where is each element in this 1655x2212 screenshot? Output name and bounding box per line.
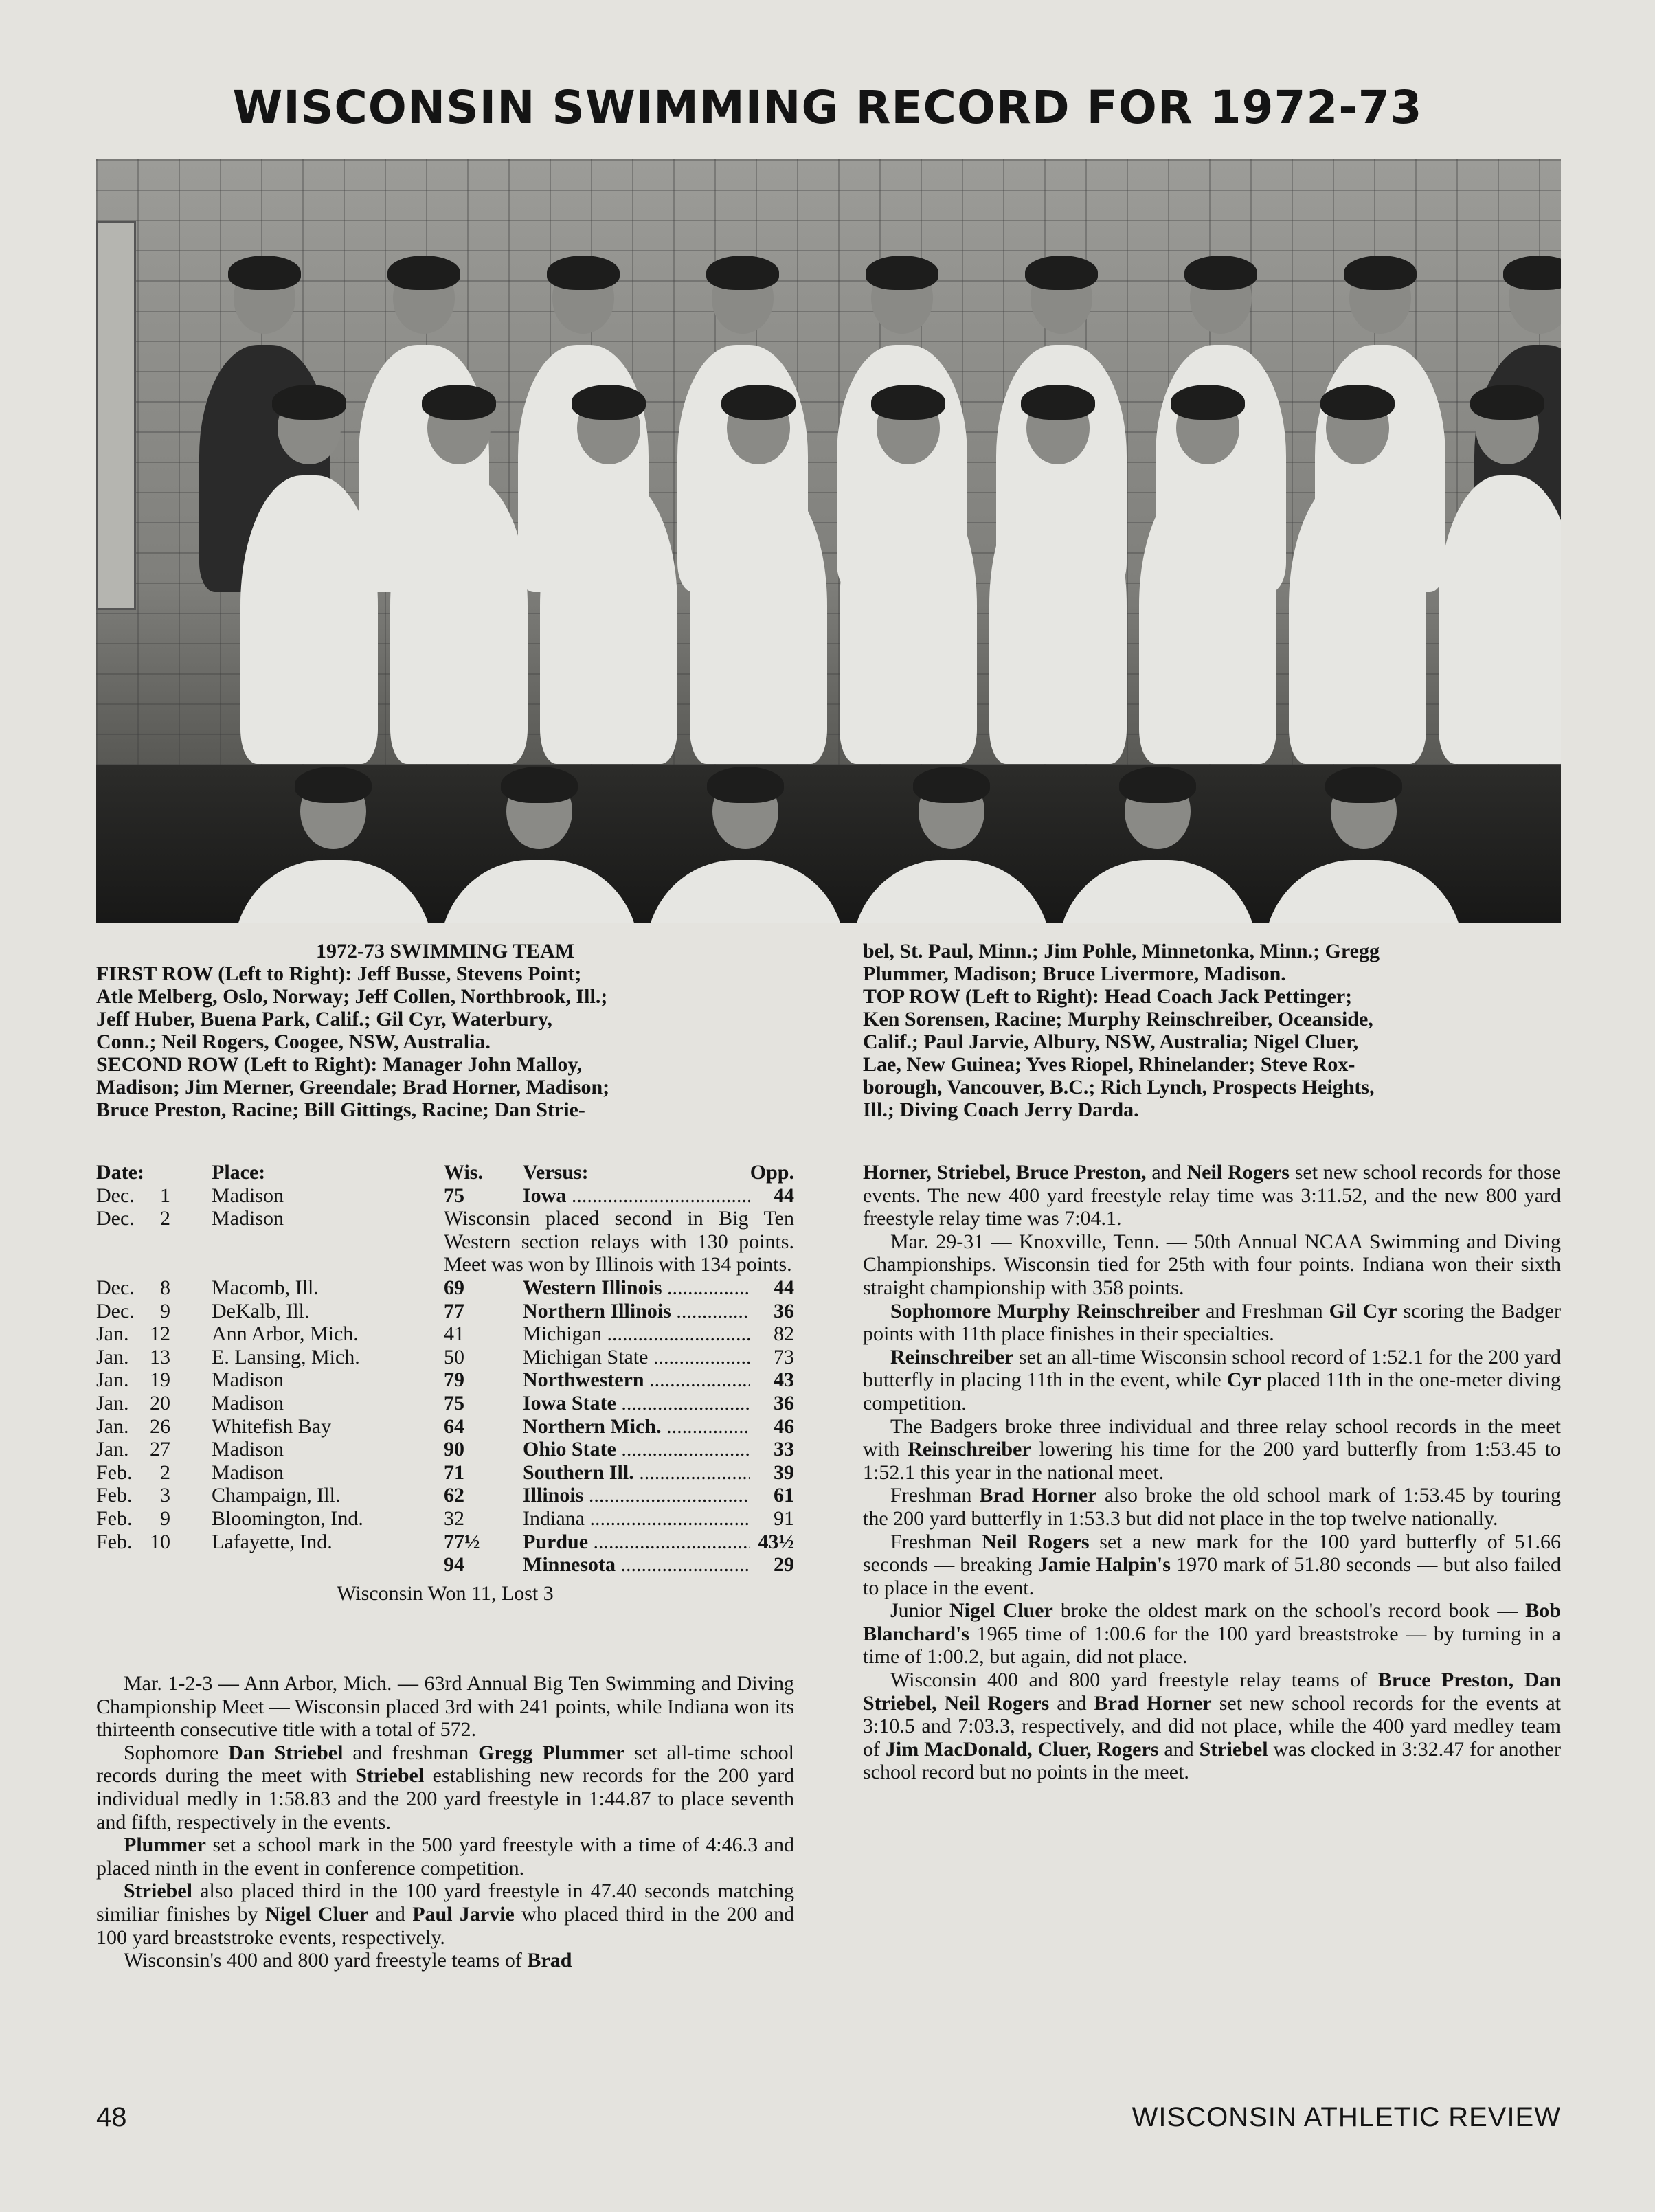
date-day: 27 (150, 1438, 170, 1461)
article-paragraph: Mar. 1-2-3 — Ann Arbor, Mich. — 63rd Annual Big Ten Swimming and Diving Championship Meet — Wisconsin placed 3rd with 241 points, while Indiana won its thirteenth consecutive title with a total of 572. (96, 1672, 794, 1741)
team-member-hair (1320, 385, 1395, 420)
date-day: 1 (160, 1184, 170, 1207)
opponent-score: 44 (774, 1276, 794, 1299)
opponent-name: Purdue ..... (523, 1531, 750, 1554)
opponent-score: 29 (774, 1553, 794, 1577)
schedule-row (96, 1553, 794, 1577)
team-member-figure (690, 475, 827, 764)
wisconsin-score: 50 (444, 1345, 464, 1368)
caption-line: Bruce Preston, Racine; Bill Gittings, Racine; Dan Strie- (96, 1098, 585, 1121)
opponent-name: Ohio State ..... (523, 1438, 750, 1461)
schedule-row (96, 1368, 794, 1392)
team-member-hair (1470, 385, 1544, 420)
article-paragraph: Wisconsin 400 and 800 yard freestyle relay teams of Bruce Preston, Dan Striebel, Neil Rogers and Brad Horner set new school records for the events at 3:10.5 and 7:03.3, respectively, and did not place, while the 400 yard medley team of Jim MacDonald, Cluer, Rogers and Striebel was clocked in 3:32.47 for another school record but no points in the meet. (863, 1669, 1561, 1784)
team-member-hair (913, 767, 990, 803)
opponent-name: Northern Illinois ..... (523, 1300, 750, 1323)
opponent-score: 46 (774, 1414, 794, 1438)
caption-line: Conn.; Neil Rogers, Coogee, NSW, Australia. (96, 1030, 491, 1053)
wisconsin-score: 90 (444, 1438, 464, 1461)
caption-line: Ill.; Diving Coach Jerry Darda. (863, 1098, 1139, 1121)
team-member-hair (547, 256, 620, 290)
opponent-score: 36 (774, 1391, 794, 1414)
date-day: 20 (150, 1391, 170, 1414)
team-member-hair (1119, 767, 1196, 803)
wisconsin-score: 77½ (444, 1530, 480, 1553)
opponent-score: 73 (774, 1345, 794, 1368)
schedule-row (96, 1507, 794, 1531)
opponent-score: 91 (774, 1506, 794, 1530)
meet-place: Bloomington, Ind. (212, 1506, 363, 1530)
team-member-hair (422, 385, 496, 420)
wisconsin-score: 75 (444, 1184, 464, 1207)
opponent-name: Iowa ..... (523, 1184, 750, 1208)
opponent-score: 36 (774, 1299, 794, 1322)
article-paragraph: Horner, Striebel, Bruce Preston, and Neil Rogers set new school records for those events. The new 400 yard freestyle relay time was 3:11.52, and the new 800 yard freestyle relay time was 7:04.1. (863, 1161, 1561, 1230)
team-member-hair (228, 256, 301, 290)
photo-caption-right (863, 940, 1561, 1121)
wisconsin-score: 62 (444, 1484, 464, 1507)
header-wis: Wis. (444, 1161, 483, 1184)
team-member-figure (390, 475, 528, 764)
opponent-score: 43 (774, 1368, 794, 1392)
wisconsin-score: 69 (444, 1276, 464, 1299)
meet-place: E. Lansing, Mich. (212, 1345, 360, 1368)
date-month: Jan. (96, 1414, 129, 1438)
publication-name: WISCONSIN ATHLETIC REVIEW (1132, 2102, 1561, 2132)
article-paragraph: Freshman Neil Rogers set a new mark for the 100 yard butterfly of 51.66 seconds — breaking Jamie Halpin's 1970 mark of 51.80 seconds — but also failed to place in the event. (863, 1530, 1562, 1599)
article-paragraph: The Badgers broke three individual and three relay school records in the meet with Reinschreiber lowering his time for the 200 yard butterfly from 1:53.45 to 1:52.1 this year in the national meet. (863, 1414, 1561, 1484)
team-member-hair (706, 256, 779, 290)
header-versus: Versus: (523, 1161, 589, 1184)
team-member-figure (240, 475, 378, 764)
opponent-name: Indiana ..... (523, 1507, 750, 1531)
schedule-row (96, 1346, 794, 1369)
caption-line: Lae, New Guinea; Yves Riopel, Rhinelander; Steve Rox- (863, 1053, 1355, 1076)
date-day: 3 (160, 1484, 170, 1507)
meet-place: Madison (212, 1460, 284, 1484)
article-paragraph: Freshman Brad Horner also broke the old school mark of 1:53.45 by touring the 200 yard butterfly in 1:53.3 but did not place in the top twelve nationally. (863, 1484, 1561, 1530)
team-member-figure (1289, 475, 1426, 764)
header-date: Date: (96, 1161, 144, 1184)
date-day: 9 (160, 1506, 170, 1530)
schedule-row (96, 1461, 794, 1485)
article-paragraph: Sophomore Murphy Reinschreiber and Freshman Gil Cyr scoring the Badger points with 11th place finishes in their specialties. (863, 1299, 1561, 1346)
team-member-hair (1325, 767, 1402, 803)
opponent-score: 44 (774, 1184, 794, 1207)
meet-place: Madison (212, 1391, 284, 1414)
caption-line: Jeff Huber, Buena Park, Calif.; Gil Cyr, Waterbury, (96, 1008, 552, 1030)
opponent-name: Illinois ..... (523, 1484, 750, 1507)
wisconsin-score: 77 (444, 1299, 464, 1322)
schedule-row (96, 1415, 794, 1438)
caption-line: FIRST ROW (Left to Right): Jeff Busse, Stevens Point; (96, 962, 582, 985)
date-month: Jan. (96, 1438, 129, 1461)
team-photo (96, 159, 1561, 923)
date-month: Jan. (96, 1391, 129, 1414)
opponent-name: Michigan ..... (523, 1322, 750, 1346)
date-day: 10 (150, 1530, 170, 1553)
article-paragraph: Sophomore Dan Striebel and freshman Gregg Plummer set all-time school records during the meet with Striebel establishing new records for the 200 yard individual medly in 1:58.83 and the 200 yard freestyle in 1:44.87 to place seventh and fifth, respectively in the events. (96, 1741, 795, 1833)
date-month: Dec. (96, 1184, 135, 1207)
meet-place: Madison (212, 1184, 284, 1207)
caption-line: Calif.; Paul Jarvie, Albury, NSW, Australia; Nigel Cluer, (863, 1030, 1359, 1053)
team-member-hair (272, 385, 346, 420)
team-member-figure (989, 475, 1127, 764)
team-member-hair (1171, 385, 1245, 420)
date-day: 13 (150, 1345, 170, 1368)
team-member-hair (572, 385, 646, 420)
caption-heading: 1972-73 SWIMMING TEAM (315, 940, 575, 962)
date-day: 26 (150, 1414, 170, 1438)
date-day: 8 (160, 1276, 170, 1299)
caption-line: Plummer, Madison; Bruce Livermore, Madison. (863, 962, 1286, 985)
meet-place: Madison (212, 1368, 284, 1392)
team-member-hair (501, 767, 578, 803)
wisconsin-score: 71 (444, 1460, 464, 1484)
photo-caption-left (96, 940, 794, 1121)
schedule-row (96, 1484, 794, 1507)
team-member-hair (1503, 256, 1561, 290)
team-member-hair (707, 767, 784, 803)
opponent-name: Southern Ill. ..... (523, 1461, 750, 1485)
caption-line: TOP ROW (Left to Right): Head Coach Jack Pettinger; (863, 985, 1353, 1008)
meet-place: Madison (212, 1438, 284, 1461)
meet-place: Whitefish Bay (212, 1414, 332, 1438)
header-place: Place: (212, 1161, 266, 1184)
date-day: 2 (160, 1460, 170, 1484)
date-month: Jan. (96, 1368, 129, 1392)
opponent-score: 39 (774, 1460, 794, 1484)
article-paragraph: Wisconsin's 400 and 800 yard freestyle teams of Brad (124, 1949, 572, 1972)
page-title: WISCONSIN SWIMMING RECORD FOR 1972-73 (232, 81, 1423, 134)
date-month: Dec. (96, 1276, 135, 1299)
bulletin-board (96, 221, 136, 610)
team-member-figure (540, 475, 677, 764)
team-member-hair (295, 767, 372, 803)
opponent-score: 61 (774, 1484, 794, 1507)
team-member-hair (871, 385, 945, 420)
article-paragraph: Striebel also placed third in the 100 yard freestyle in 47.40 seconds matching similiar finishes by Nigel Cluer and Paul Jarvie who placed third in the 200 and 100 yard breaststroke events, respectively. (96, 1880, 795, 1949)
team-member-figure (1439, 475, 1561, 764)
meet-place: Macomb, Ill. (212, 1276, 319, 1299)
opponent-name: Michigan State ..... (523, 1346, 750, 1369)
season-summary: Wisconsin Won 11, Lost 3 (337, 1581, 554, 1605)
article-paragraph: Junior Nigel Cluer broke the oldest mark on the school's record book — Bob Blanchard's 1965 time of 1:00.6 for the 100 yard breaststroke — by turning in a time of 1:00.2, but again, did not place. (863, 1599, 1561, 1669)
article-paragraph: Plummer set a school mark in the 500 yard freestyle with a time of 4:46.3 and placed ninth in the event in conference competition. (96, 1833, 794, 1880)
date-month: Feb. (96, 1506, 133, 1530)
schedule-header (96, 1161, 794, 1184)
meet-place: Madison (212, 1207, 284, 1230)
team-member-hair (1184, 256, 1257, 290)
wisconsin-score: 75 (444, 1391, 464, 1414)
page-number: 48 (96, 2102, 127, 2132)
opponent-score: 43½ (758, 1530, 794, 1553)
schedule-row (96, 1322, 794, 1346)
team-member-hair (1344, 256, 1417, 290)
team-member-hair (866, 256, 938, 290)
meet-place: Ann Arbor, Mich. (212, 1322, 359, 1346)
opponent-name: Western Illinois ..... (523, 1276, 750, 1300)
opponent-score: 82 (774, 1322, 794, 1346)
team-member-hair (1025, 256, 1098, 290)
wisconsin-score: 32 (444, 1506, 464, 1530)
schedule-row (96, 1184, 794, 1208)
date-day: 2 (160, 1207, 170, 1230)
team-member-figure (1139, 475, 1276, 764)
date-month: Jan. (96, 1345, 129, 1368)
opponent-score: 33 (774, 1438, 794, 1461)
team-member-hair (721, 385, 796, 420)
article-paragraph: Mar. 29-31 — Knoxville, Tenn. — 50th Annual NCAA Swimming and Diving Championships. Wisconsin tied for 25th with four points. Indiana won their sixth straight championship with 358 points. (863, 1230, 1561, 1299)
caption-line: bel, St. Paul, Minn.; Jim Pohle, Minnetonka, Minn.; Gregg (863, 940, 1380, 962)
schedule-row (96, 1438, 794, 1461)
date-day: 19 (150, 1368, 170, 1392)
left-article-column (96, 1672, 794, 1972)
date-day: 12 (150, 1322, 170, 1346)
date-month: Dec. (96, 1299, 135, 1322)
caption-line: Madison; Jim Merner, Greendale; Brad Horner, Madison; (96, 1076, 610, 1098)
header-opp: Opp. (750, 1161, 794, 1184)
right-article-column (863, 1161, 1561, 1784)
wisconsin-score: 79 (444, 1368, 464, 1392)
wisconsin-score: 41 (444, 1322, 464, 1346)
meet-place: Champaign, Ill. (212, 1484, 341, 1507)
opponent-name: Northwestern ..... (523, 1368, 750, 1392)
caption-line: Ken Sorensen, Racine; Murphy Reinschreiber, Oceanside, (863, 1008, 1373, 1030)
date-month: Dec. (96, 1207, 135, 1230)
caption-line: SECOND ROW (Left to Right): Manager John Malloy, (96, 1053, 583, 1076)
caption-line: Atle Melberg, Oslo, Norway; Jeff Collen, Northbrook, Ill.; (96, 985, 608, 1008)
team-member-hair (387, 256, 460, 290)
schedule-row (96, 1276, 794, 1300)
opponent-name: Iowa State ..... (523, 1392, 750, 1415)
caption-line: borough, Vancouver, B.C.; Rich Lynch, Prospects Heights, (863, 1076, 1375, 1098)
schedule-row (96, 1531, 794, 1554)
wisconsin-score: 94 (444, 1553, 464, 1577)
meet-schedule-table (96, 1161, 794, 1605)
team-member-hair (1021, 385, 1095, 420)
date-month: Jan. (96, 1322, 129, 1346)
team-member-figure (840, 475, 977, 764)
date-month: Feb. (96, 1484, 133, 1507)
opponent-name: Northern Mich. ..... (523, 1415, 750, 1438)
schedule-row (96, 1300, 794, 1323)
wisconsin-score: 64 (444, 1414, 464, 1438)
date-month: Feb. (96, 1460, 133, 1484)
opponent-name: Minnesota ..... (523, 1553, 750, 1577)
date-month: Feb. (96, 1530, 133, 1553)
schedule-row (96, 1392, 794, 1415)
date-day: 9 (160, 1299, 170, 1322)
meet-place: Lafayette, Ind. (212, 1530, 333, 1553)
article-paragraph: Reinschreiber set an all-time Wisconsin school record of 1:52.1 for the 200 yard butterfly in placing 11th in the event, while Cyr placed 11th in the one-meter diving competition. (863, 1345, 1561, 1414)
meet-note: Wisconsin placed second in Big Ten Western section relays with 130 points. Meet was won by Illinois with 134 points. (444, 1207, 794, 1276)
meet-place: DeKalb, Ill. (212, 1299, 310, 1322)
